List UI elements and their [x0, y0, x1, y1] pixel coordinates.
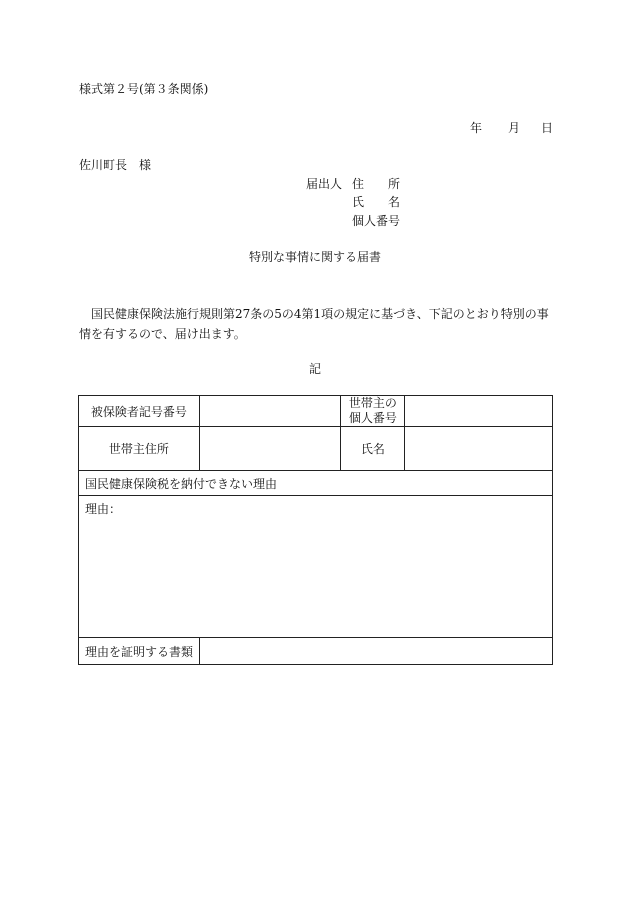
proof-documents-field[interactable] — [199, 638, 552, 665]
address-char-1: 住 — [352, 177, 365, 191]
head-my-number-label — [341, 396, 405, 427]
head-my-number-line1: 世帯主の — [348, 396, 397, 410]
head-address-label: 世帯主住所 — [79, 427, 200, 471]
name-field[interactable] — [405, 427, 553, 471]
ki-heading: 記 — [308, 362, 321, 376]
insured-number-field[interactable] — [199, 396, 341, 427]
name-label: 氏名 — [341, 427, 405, 471]
date-month-label: 月 — [508, 121, 521, 135]
head-address-field[interactable] — [199, 427, 341, 471]
name-char-1: 氏 — [352, 195, 365, 209]
address-char-2: 所 — [387, 177, 400, 191]
date-year-label: 年 — [470, 121, 483, 135]
date-day-label: 日 — [541, 121, 554, 135]
proof-documents-label: 理由を証明する書類 — [79, 638, 200, 665]
record-table — [78, 395, 553, 665]
document-title: 特別な事情に関する届書 — [248, 250, 381, 264]
body-text: 国民健康保険法施行規則第27条の5の4第1項の規定に基づき、下記のとおり特別の事情を有するので、届け出ます。 — [79, 307, 549, 341]
applicant-name-label — [352, 193, 400, 210]
applicant-label: 届出人 — [306, 177, 343, 191]
form-number: 様式第２号(第３条関係) — [79, 82, 209, 96]
head-my-number-field[interactable] — [405, 396, 553, 427]
applicant-address-label — [352, 175, 400, 192]
reason-label: 理由： — [85, 502, 122, 516]
insured-number-label: 被保険者記号番号 — [79, 396, 200, 427]
addressee: 佐川町長 様 — [79, 158, 152, 172]
reason-field[interactable] — [79, 496, 553, 638]
head-my-number-line2: 個人番号 — [348, 411, 397, 425]
applicant-my-number-label: 個人番号 — [352, 214, 401, 228]
name-char-2: 名 — [387, 195, 400, 209]
reason-header: 国民健康保険税を納付できない理由 — [79, 471, 553, 496]
